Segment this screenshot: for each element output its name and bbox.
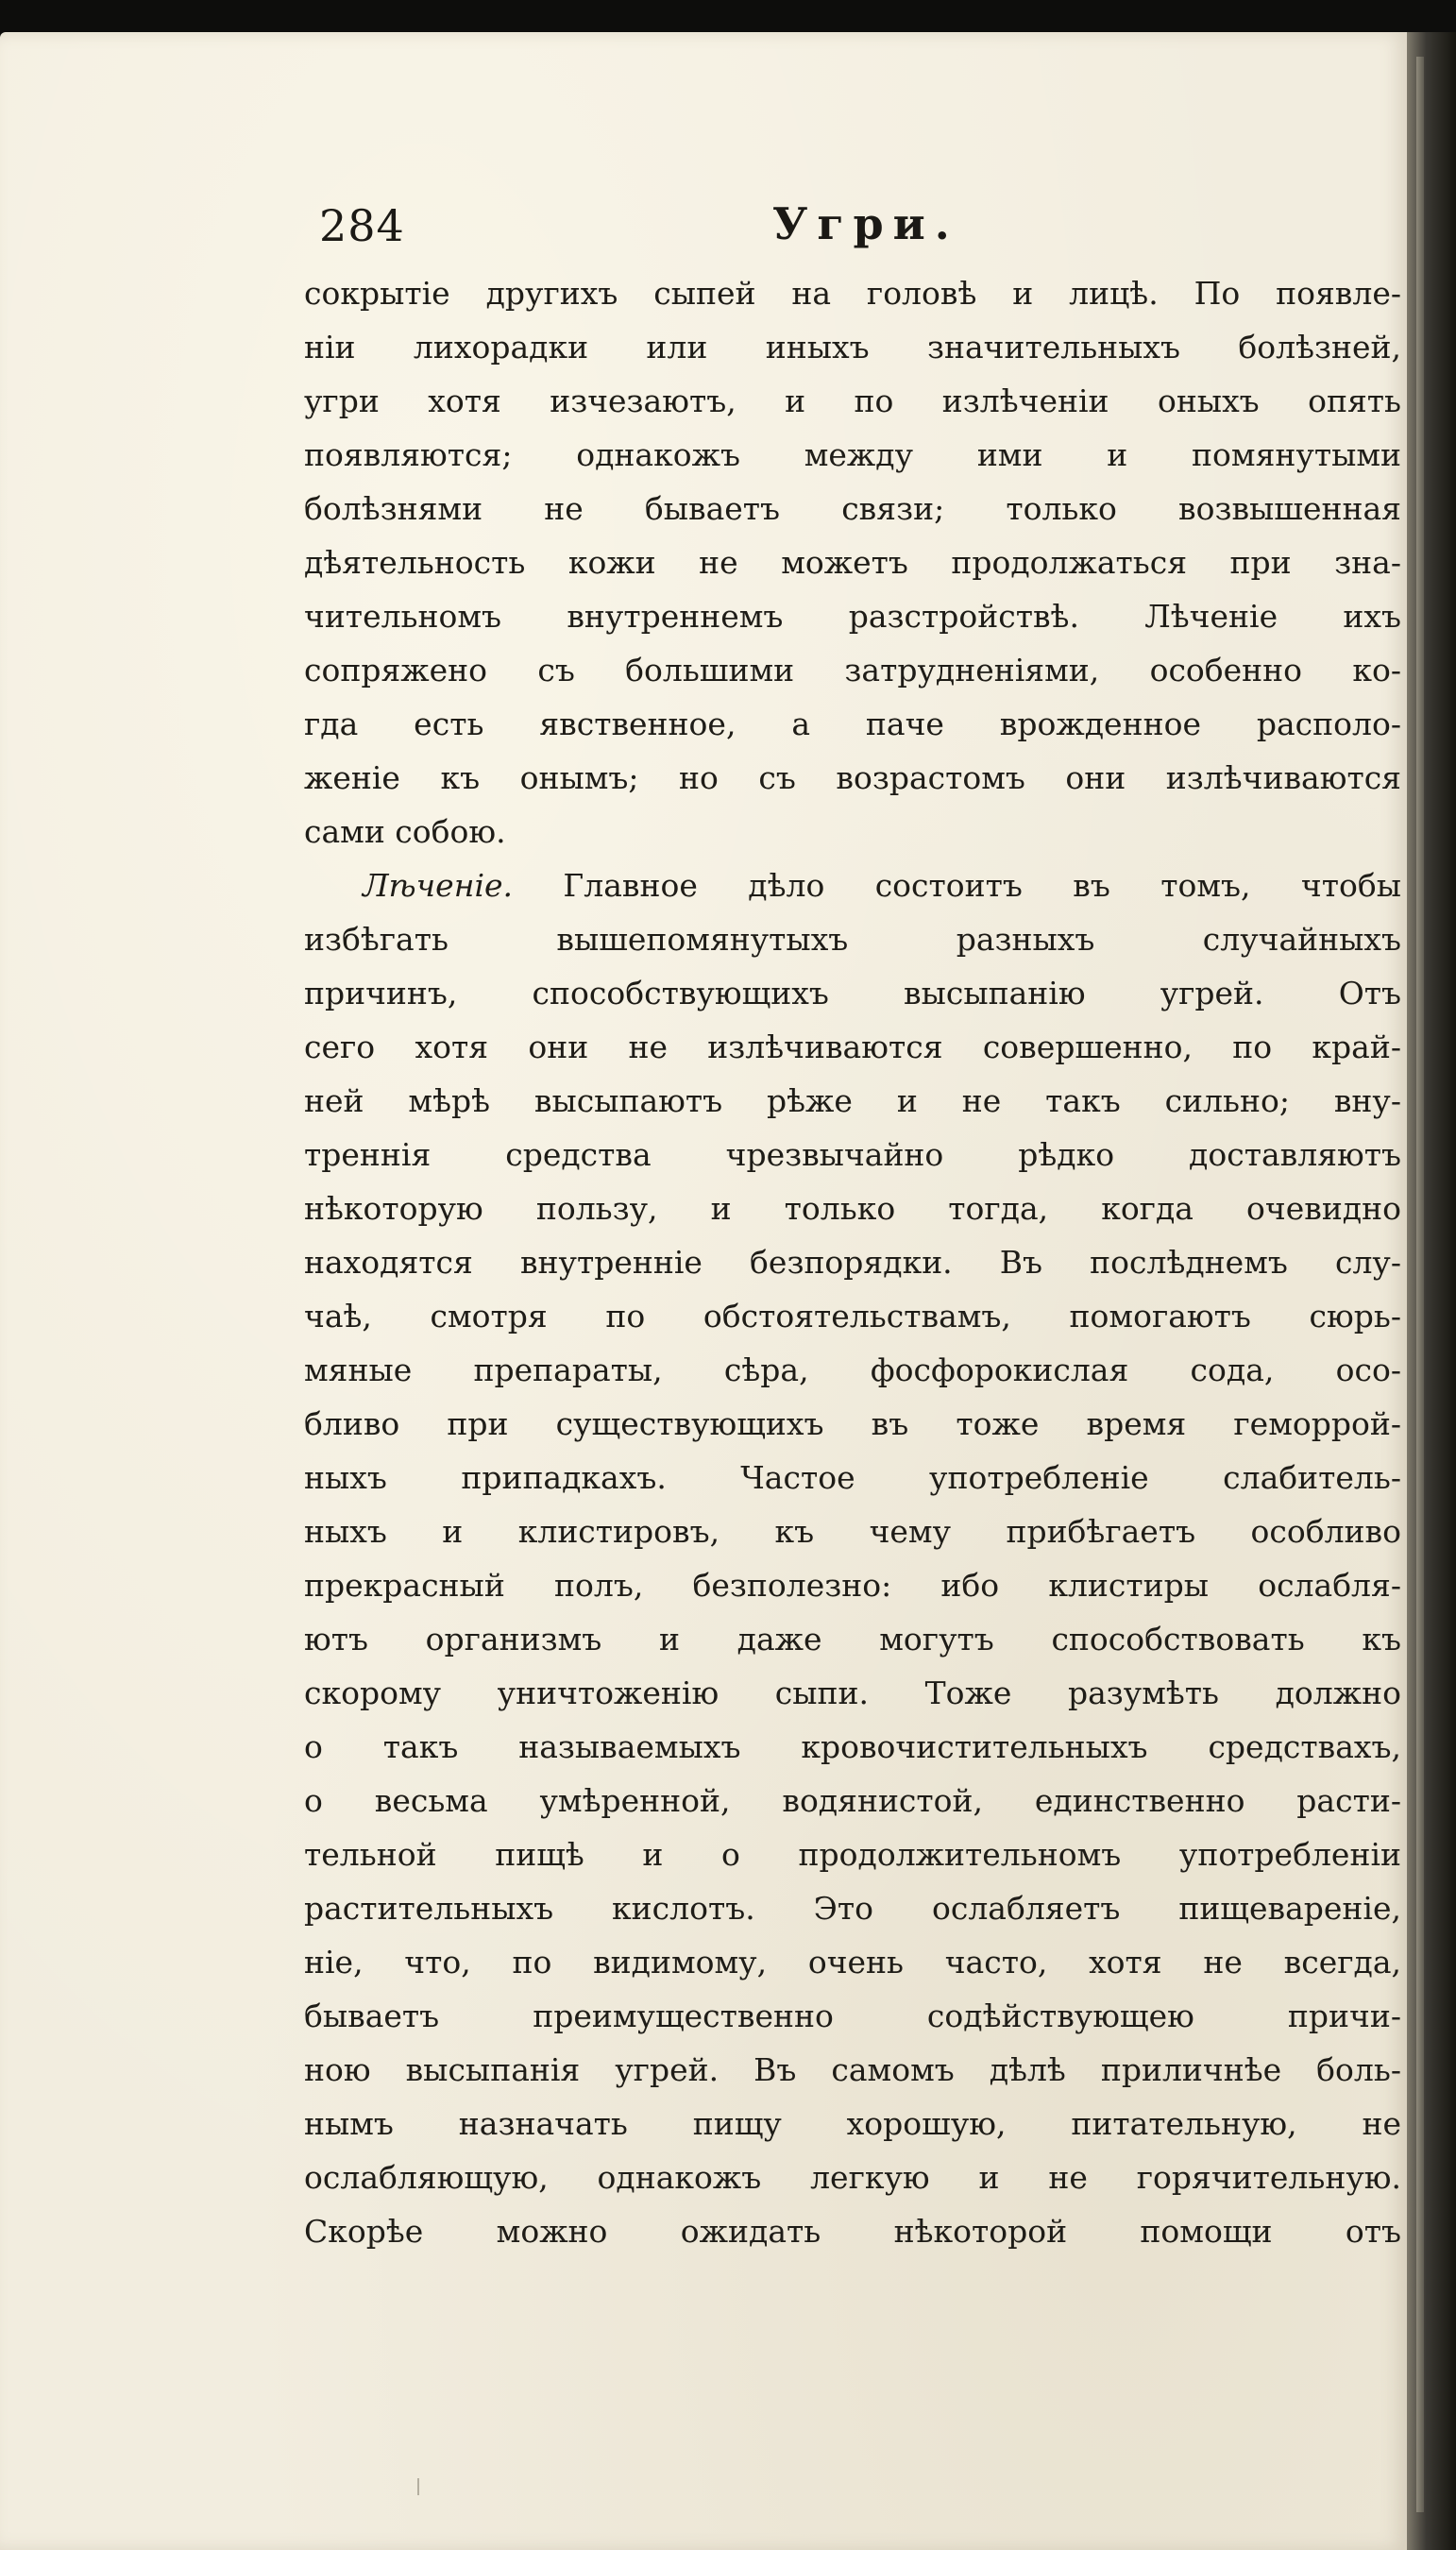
- text-line: сокрытіе другихъ сыпей на головѣ и лицѣ. По появле-: [304, 275, 1401, 312]
- text-line: сопряжено съ большими затрудненіями, особенно ко-: [304, 652, 1401, 688]
- text-line: ослабляющую, однакожъ легкую и не горячительную.: [304, 2159, 1401, 2196]
- running-title: Угри.: [772, 198, 959, 249]
- text-line: о весьма умѣренной, водянистой, единственно расти-: [304, 1782, 1401, 1819]
- text-line: треннія средства чрезвычайно рѣдко доставляютъ: [304, 1136, 1401, 1173]
- text-line: прекрасный полъ, безполезно: ибо клистиры ослабля-: [304, 1567, 1401, 1604]
- text-line: нѣкоторую пользу, и только тогда, когда очевидно: [304, 1190, 1401, 1227]
- page-header: [319, 195, 1377, 261]
- text-line: избѣгать вышепомянутыхъ разныхъ случайныхъ: [304, 921, 1401, 958]
- text-line: женіе къ онымъ; но съ возрастомъ они излѣчиваются: [304, 759, 1401, 796]
- text-line: ныхъ припадкахъ. Частое употребленіе слабитель-: [304, 1459, 1401, 1496]
- first-line-text: Главное дѣло состоитъ въ томъ, чтобы: [563, 867, 1401, 904]
- page-edge: [1407, 32, 1456, 2550]
- text-line: Скорѣе можно ожидать нѣкоторой помощи отъ: [304, 2213, 1401, 2250]
- text-line: болѣзнями не бываетъ связи; только возвышенная: [304, 490, 1401, 527]
- paper-mark: [417, 2478, 419, 2495]
- page-edge-highlight: [1416, 57, 1424, 2512]
- page-number: 284: [319, 200, 405, 251]
- text-line: бываетъ преимущественно содѣйствующею причи-: [304, 1998, 1401, 2034]
- text-line: находятся внутренніе безпорядки. Въ послѣднемъ слу-: [304, 1244, 1401, 1281]
- text-line: растительныхъ кислотъ. Это ослабляетъ пищевареніе,: [304, 1890, 1401, 1927]
- text-line: сего хотя они не излѣчиваются совершенно, по край-: [304, 1028, 1401, 1065]
- text-line: ютъ организмъ и даже могутъ способствовать къ: [304, 1621, 1401, 1658]
- text-line: бливо при существующихъ въ тоже время геморрой-: [304, 1405, 1401, 1442]
- text-line: сами собою.: [304, 813, 506, 850]
- body-text: [304, 266, 1401, 2258]
- text-line: нымъ назначать пищу хорошую, питательную, не: [304, 2105, 1401, 2142]
- paragraph-first-line: [304, 858, 1401, 912]
- text-line: ныхъ и клистировъ, къ чему прибѣгаетъ особливо: [304, 1513, 1401, 1550]
- text-line: гда есть явственное, а паче врожденное располо-: [304, 706, 1401, 742]
- text-line: скорому уничтоженію сыпи. Тоже разумѣть должно: [304, 1674, 1401, 1711]
- text-line: дѣятельность кожи не можетъ продолжаться при зна-: [304, 544, 1401, 581]
- book-page: [0, 32, 1407, 2550]
- section-lead-word: Лѣченіе.: [363, 867, 514, 904]
- text-line: ней мѣрѣ высыпаютъ рѣже и не такъ сильно; вну-: [304, 1082, 1401, 1119]
- text-line: появляются; однакожъ между ими и помянутыми: [304, 436, 1401, 473]
- text-line: угри хотя изчезаютъ, и по излѣченіи оныхъ опять: [304, 382, 1401, 419]
- text-line: мяные препараты, сѣра, фосфорокислая сода, осо-: [304, 1352, 1401, 1388]
- text-line: ною высыпанія угрей. Въ самомъ дѣлѣ приличнѣе боль-: [304, 2051, 1401, 2088]
- text-line: чительномъ внутреннемъ разстройствѣ. Лѣченіе ихъ: [304, 598, 1401, 635]
- text-line: ніе, что, по видимому, очень часто, хотя не всегда,: [304, 1944, 1401, 1980]
- text-line: тельной пищѣ и о продолжительномъ употребленіи: [304, 1836, 1401, 1873]
- text-line: ніи лихорадки или иныхъ значительныхъ болѣзней,: [304, 329, 1401, 366]
- text-line: чаѣ, смотря по обстоятельствамъ, помогаютъ сюрь-: [304, 1298, 1401, 1334]
- text-line: причинъ, способствующихъ высыпанію угрей. Отъ: [304, 975, 1401, 1012]
- text-line: о такъ называемыхъ кровочистительныхъ средствахъ,: [304, 1728, 1401, 1765]
